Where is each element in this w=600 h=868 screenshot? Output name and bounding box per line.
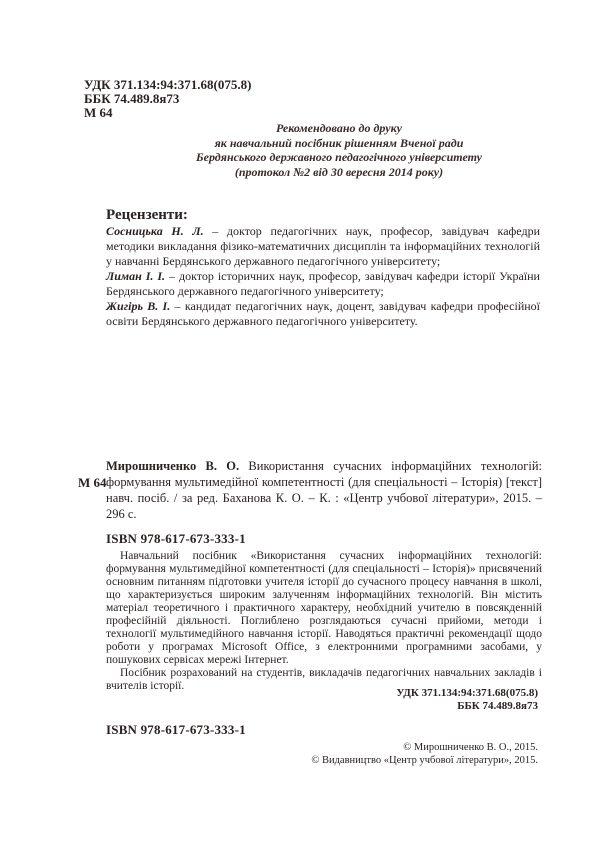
reviewer-entry <box>106 269 540 299</box>
abstract-paragraph: Навчальний посібник «Використання сучасних інформаційних технологій: формування мультимедійної компетентності (для спеціальності – Історія)» присвячений основним питанням підготовки учителя історії до сучасного процесу навчання в школі, що характеризується широким залученням інформаційних технологій. Він містить матеріал теоретичного і практичного характеру, необхідний учителю в повсякденній професійній діяльності. Поглиблено розглядаються сучасні прийоми, методи і технології мультимедійного навчання історії. Наводяться практичні рекомендації щодо роботи у програмах Microsoft Office, з електронними програмними засобами, у пошукових сервісах мережі Інтернет. <box>106 550 542 666</box>
reviewer-description: – доктор історичних наук, професор, завідувач кафедри історії України Бердянського державного педагогічного університету; <box>106 269 540 298</box>
udc-code: УДК 371.134:94:371.68(075.8) <box>84 77 252 92</box>
bibliography-code: М 64 <box>78 475 107 490</box>
reviewer-description: – доктор педагогічних наук, професор, завідувач кафедри методики викладання фізико-математичних дисциплін та інформаційних технологій у навчанні Бердянського державного педагогічного університету; <box>106 224 541 268</box>
bbk-code: ББК 74.489.8я73 <box>84 91 180 106</box>
author-code: М 64 <box>84 105 113 120</box>
reviewer-entry <box>106 224 540 269</box>
bibliographic-description <box>106 458 542 522</box>
recommendation-line: (протокол №2 від 30 вересня 2014 року) <box>234 164 444 179</box>
recommendation-line: як навчальний посібник рішенням Вченої ради <box>214 135 464 150</box>
copyright-line: © Мирошниченко В. О., 2015. <box>403 742 538 753</box>
bibliography-text: Використання сучасних інформаційних технологій: формування мультимедійної компетентності (для спеціальності – Історія) [текст] навч. посіб. / за ред. Баханова К. О. – К. : «Центр учбової літератури», 2015. – 296 с. <box>106 459 542 521</box>
footer-bbk: ББК 74.489.8я73 <box>457 700 538 712</box>
abstract-block <box>106 550 542 693</box>
reviewer-entry <box>106 299 540 329</box>
isbn-top: ISBN 978-617-673-333-1 <box>106 531 246 546</box>
bibliography-author: Мирошниченко В. О. <box>106 459 240 473</box>
isbn-bottom: ISBN 978-617-673-333-1 <box>106 722 246 737</box>
reviewer-description: – кандидат педагогічних наук, доцент, завідувач кафедри професійної освіти Бердянського державного педагогічного університету. <box>106 299 540 328</box>
reviewer-name: Лиман І. І. <box>106 269 166 283</box>
recommendation-line: Бердянського державного педагогічного університету <box>196 150 482 164</box>
abstract-paragraph: Посібник розрахований на студентів, викладачів педагогічних навчальних закладів і вчителів історії. <box>106 667 542 692</box>
reviewer-name: Жигірь В. І. <box>106 299 171 313</box>
reviewers-heading: Рецензенти: <box>106 207 188 223</box>
copyright-line: © Видавництво «Центр учбової літератури», 2015. <box>311 755 538 766</box>
classification-block <box>84 78 251 120</box>
reviewer-name: Сосницька Н. Л. <box>106 224 204 238</box>
recommendation-line: Рекомендовано до друку <box>276 121 402 135</box>
recommendation-block <box>140 121 538 179</box>
footer-classification <box>300 687 538 713</box>
copyright-block <box>250 741 538 767</box>
reviewers-block <box>106 208 540 329</box>
footer-udc: УДК 371.134:94:371.68(075.8) <box>396 687 538 699</box>
